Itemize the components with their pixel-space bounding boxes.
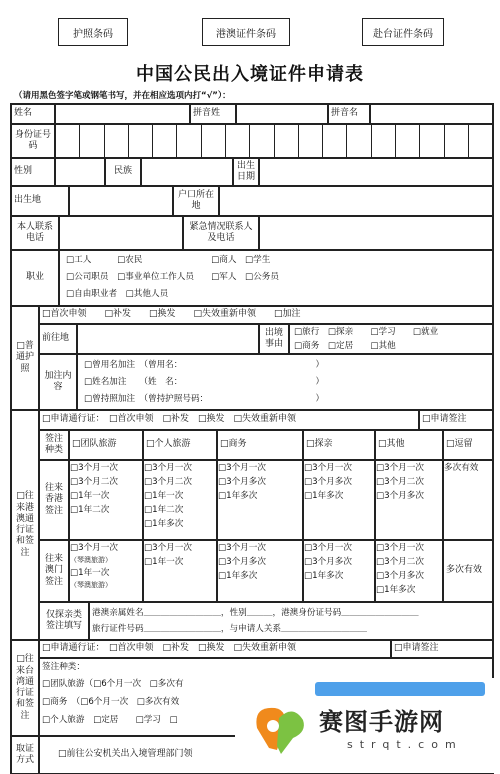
endorse-type-label: 签注种类 [39, 430, 69, 460]
hk-oth-opt-3[interactable]: □3个月多次 [376, 491, 424, 501]
hkmo-apply-endorse[interactable]: □申请签注 [419, 410, 493, 430]
type-stay[interactable]: □逗留 [443, 430, 493, 460]
form-instruction: （请用黑色签字笔或钢笔书写，并在相应选项内打“√”）： [14, 91, 231, 101]
form-title: 中国公民出入境证件申请表 [136, 64, 364, 85]
gender-field[interactable] [55, 158, 105, 186]
hk-col-stay[interactable] [443, 460, 493, 540]
hkmo-apply-row[interactable]: □申请通行证： □首次申领 □补发 □换发 □失效重新申领 [39, 410, 419, 430]
mo-ind-opt-1[interactable]: □3个月一次 [144, 543, 192, 553]
hk-col-family[interactable] [303, 460, 375, 540]
hk-oth-opt-1[interactable]: □3个月一次 [376, 463, 424, 473]
mo-col-other[interactable] [375, 540, 443, 602]
tw-apply-row[interactable]: □申请通行证： □首次申领 □补发 □换发 □失效重新申领 [39, 640, 391, 658]
tw-row-3[interactable]: □商务 （□6个月一次 □多次有效 [42, 697, 180, 707]
passport-apply-types[interactable]: □首次申领 □补发 □换发 □失效重新申领 □加注 [39, 306, 493, 324]
mo-group-opt-2[interactable]: □1年一次 [70, 568, 110, 578]
mo-col-group[interactable] [69, 540, 143, 602]
emergency-field[interactable] [259, 216, 493, 250]
hk-ind-opt-2[interactable]: □3个月二次 [144, 477, 192, 487]
mo-biz-opt-2[interactable]: □3个月多次 [218, 557, 266, 567]
occupation-row-1[interactable]: □工人 □农民 □商人 □学生 [66, 255, 271, 265]
endorse-row-2[interactable]: □姓名加注 （姓 名： ） [84, 377, 325, 387]
ethnicity-label: 民族 [105, 158, 141, 186]
occupation-row-3[interactable]: □自由职业者 □其他人员 [66, 289, 169, 299]
hk-ind-opt-3[interactable]: □1年一次 [144, 491, 184, 501]
tw-row-1: 签注种类： [42, 662, 85, 672]
mo-oth-opt-3[interactable]: □3个月多次 [376, 571, 424, 581]
name-field[interactable] [55, 104, 190, 124]
mo-group-opt-1[interactable]: □3个月一次 [70, 543, 118, 553]
destination-field[interactable] [77, 324, 259, 354]
endorse-options[interactable] [77, 354, 493, 410]
hk-ind-opt-5[interactable]: □1年多次 [144, 519, 184, 529]
mo-endorse-label: 往来澳门签注 [39, 540, 69, 602]
hk-ind-opt-4[interactable]: □1年二次 [144, 505, 184, 515]
mo-oth-opt-1[interactable]: □3个月一次 [376, 543, 424, 553]
birthplace-field[interactable] [69, 186, 173, 216]
barcode-passport [58, 18, 128, 46]
mo-fam-opt-1[interactable]: □3个月一次 [304, 543, 352, 553]
watermark-banner [315, 682, 485, 696]
id-number-label: 身份证号码 [11, 124, 55, 158]
relative-row-1[interactable]: 港澳亲属姓名＿＿＿＿＿＿＿＿＿，性别＿＿＿，港澳身份证号码＿＿＿＿＿＿＿＿＿ [92, 608, 419, 618]
mo-col-business[interactable] [217, 540, 303, 602]
tw-row-4[interactable]: □个人旅游 □定居 □学习 □ [42, 715, 178, 725]
barcode-taiwan-label: 赴台证件条码 [373, 28, 433, 40]
pinyin-given-label: 拼音名 [328, 104, 370, 124]
birth-date-field[interactable] [259, 158, 493, 186]
watermark-site: strqt.com [347, 738, 463, 751]
birth-date-label: 出生日期 [233, 158, 259, 186]
hk-stay-opt-1[interactable]: 多次有效 [444, 463, 479, 473]
barcode-passport-label: 护照条码 [73, 28, 113, 40]
relative-fields[interactable] [89, 602, 493, 640]
hk-endorse-label: 往来香港签注 [39, 460, 69, 540]
hk-oth-opt-2[interactable]: □3个月二次 [376, 477, 424, 487]
phone-field[interactable] [59, 216, 183, 250]
hk-ind-opt-1[interactable]: □3个月一次 [144, 463, 192, 473]
mo-col-stay[interactable] [443, 540, 493, 602]
pickup-label: 取证方式 [11, 736, 39, 774]
type-other[interactable]: □其他 [375, 430, 443, 460]
mo-col-family[interactable] [303, 540, 375, 602]
purpose-row-2[interactable]: □商务 □定居 □其他 [294, 341, 396, 351]
hk-fam-opt-3[interactable]: □1年多次 [304, 491, 344, 501]
birthplace-label: 出生地 [11, 186, 69, 216]
endorse-label: 加注内容 [39, 354, 77, 410]
endorse-row-1[interactable]: □曾用名加注 （曾用名： ） [84, 360, 325, 370]
mo-stay-opt-1[interactable]: 多次有效 [446, 565, 483, 576]
pinyin-given-field[interactable] [370, 104, 493, 124]
name-label: 姓名 [11, 104, 55, 124]
pickup-option[interactable]: □前往公安机关出入境管理部门领 [39, 736, 493, 774]
mo-ind-opt-2[interactable]: □1年一次 [144, 557, 184, 567]
hk-col-other[interactable] [375, 460, 443, 540]
mo-biz-opt-1[interactable]: □3个月一次 [218, 543, 266, 553]
occupation-label: 职业 [11, 250, 59, 306]
hk-biz-opt-2[interactable]: □3个月多次 [218, 477, 266, 487]
hk-group-opt-4[interactable]: □1年二次 [70, 505, 110, 515]
phone-label: 本人联系电话 [11, 216, 59, 250]
mo-col-individual[interactable] [143, 540, 217, 602]
occupation-row-2[interactable]: □公司职员 □事业单位工作人员 □军人 □公务员 [66, 272, 279, 282]
purpose-row-1[interactable]: □旅行 □探亲 □学习 □就业 [294, 327, 439, 337]
ethnicity-field[interactable] [141, 158, 233, 186]
passport-section-label[interactable]: □普通护照 [11, 306, 39, 410]
hk-biz-opt-1[interactable]: □3个月一次 [218, 463, 266, 473]
type-group-tour[interactable]: □团队旅游 [69, 430, 143, 460]
type-individual[interactable]: □个人旅游 [143, 430, 217, 460]
barcode-hkmo [202, 18, 290, 46]
mo-fam-opt-3[interactable]: □1年多次 [304, 571, 344, 581]
emergency-label: 紧急情况联系人及电话 [183, 216, 259, 250]
purpose-label: 出境事由 [259, 324, 289, 354]
purpose-options[interactable] [289, 324, 493, 354]
hk-group-opt-1[interactable]: □3个月一次 [70, 463, 118, 473]
hkmo-section-label[interactable]: □往来港澳通行证和签注 [11, 410, 39, 640]
gender-label: 性别 [11, 158, 55, 186]
mo-fam-opt-2[interactable]: □3个月多次 [304, 557, 352, 567]
pinyin-surname-label: 拼音姓 [190, 104, 236, 124]
tw-section-label[interactable]: □往来台湾通行证和签注 [11, 640, 39, 736]
barcode-taiwan [362, 18, 444, 46]
barcode-hkmo-label: 港澳证件条码 [216, 28, 276, 40]
watermark-logo-icon [247, 698, 309, 760]
tw-row-2[interactable]: □团队旅游（□6个月一次 □多次有 [42, 679, 184, 689]
hk-fam-opt-2[interactable]: □3个月多次 [304, 477, 352, 487]
hukou-field[interactable] [219, 186, 493, 216]
mo-biz-opt-3[interactable]: □1年多次 [218, 571, 258, 581]
site-watermark [235, 678, 500, 773]
hukou-label: 户口所在地 [173, 186, 219, 216]
tw-apply-endorse[interactable]: □申请签注 [391, 640, 493, 658]
application-form [10, 103, 494, 774]
relative-label: 仅探亲类签注填写 [39, 602, 89, 640]
mo-group-note-1: （琴澳旅游） [70, 556, 112, 564]
mo-group-note-2: （琴澳旅游） [70, 581, 112, 589]
mo-oth-opt-4[interactable]: □1年多次 [376, 585, 416, 595]
hk-group-opt-3[interactable]: □1年一次 [70, 491, 110, 501]
hk-col-group[interactable] [69, 460, 143, 540]
id-number-boxes[interactable] [55, 124, 493, 158]
hk-fam-opt-1[interactable]: □3个月一次 [304, 463, 352, 473]
hk-col-individual[interactable] [143, 460, 217, 540]
hk-group-opt-2[interactable]: □3个月二次 [70, 477, 118, 487]
occupation-options[interactable] [59, 250, 493, 306]
type-business[interactable]: □商务 [217, 430, 303, 460]
mo-oth-opt-2[interactable]: □3个月二次 [376, 557, 424, 567]
pinyin-surname-field[interactable] [236, 104, 328, 124]
hk-col-business[interactable] [217, 460, 303, 540]
watermark-name: 赛图手游网 [319, 708, 444, 736]
endorse-row-3[interactable]: □曾持照加注 （曾持护照号码： ） [84, 394, 325, 404]
hk-biz-opt-3[interactable]: □1年多次 [218, 491, 258, 501]
relative-row-2[interactable]: 旅行证件号码＿＿＿＿＿＿＿＿＿，与申请人关系＿＿＿＿＿＿＿＿＿＿ [92, 624, 368, 634]
destination-label: 前往地 [39, 324, 77, 354]
type-family-visit[interactable]: □探亲 [303, 430, 375, 460]
